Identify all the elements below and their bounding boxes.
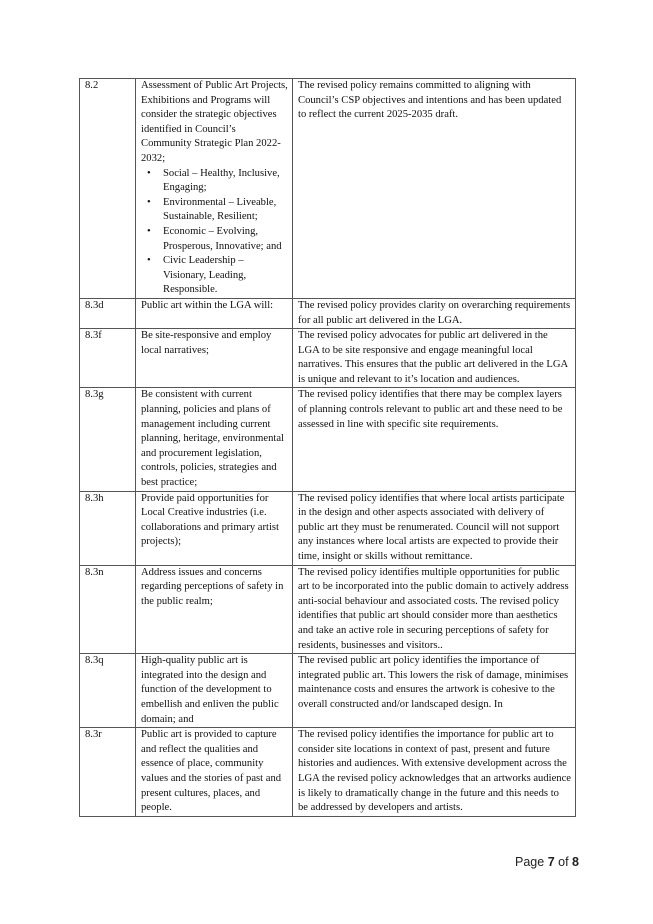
page-label: Page [515,855,545,869]
clause-number: 8.3d [80,298,136,328]
clause-number: 8.3n [80,565,136,654]
policy-response: The revised policy identifies the importance for public art to consider site locations in context of past, present and future histories and audiences. With extensive development across the LGA the revised policy acknowledges that an artworks audience is likely to dramatically change in the future and this needs to be addressed by developers and artists. [293,728,576,817]
policy-table [79,78,576,817]
clause-number: 8.2 [80,79,136,299]
total-pages: 8 [572,855,579,869]
clause-number: 8.3f [80,329,136,388]
table-row [80,565,576,654]
clause-text: Address issues and concerns regarding perceptions of safety in the public realm; [136,565,293,654]
list-item: • Civic Leadership – Visionary, Leading, Responsible. [163,254,288,298]
list-item: • Social – Healthy, Inclusive, Engaging; [163,167,288,196]
policy-response: The revised policy identifies that where local artists participate in the design and other aspects associated with delivery of public art they must be renumerated. Council will not support any instances where local artists are expected to provide their time, insight or skills without remittance. [293,491,576,565]
page-number [515,855,579,869]
current-page: 7 [547,855,555,869]
clause-text-cell [136,79,293,299]
policy-response: The revised policy identifies that there may be complex layers of planning controls relevant to public art and these need to be assessed in line with specific site requirements. [293,388,576,491]
table-row [80,388,576,491]
clause-number: 8.3h [80,491,136,565]
clause-text: Public art within the LGA will: [136,298,293,328]
policy-response: The revised policy remains committed to aligning with Council’s CSP objectives and intentions and has been updated to reflect the current 2025-2035 draft. [293,79,576,299]
table-row [80,329,576,388]
list-item: • Environmental – Liveable, Sustainable, Resilient; [163,196,288,225]
page-of-label: of [558,855,569,869]
clause-number: 8.3g [80,388,136,491]
clause-number: 8.3q [80,654,136,728]
objectives-list [141,167,288,298]
clause-text: Provide paid opportunities for Local Creative industries (i.e. collaborations and primary artist projects); [136,491,293,565]
policy-response: The revised policy identifies multiple opportunities for public art to be incorporated into the public domain to actively address anti-social behaviour and associated costs. The revised policy identifies that public art should consider more than aesthetics and take an active role in securing perceptions of safety for residents, businesses and visitors.. [293,565,576,654]
clause-text: Public art is provided to capture and reflect the qualities and essence of place, community values and the stories of past and present cultures, places, and people. [136,728,293,817]
list-item: • Economic – Evolving, Prosperous, Innovative; and [163,225,288,254]
table-row [80,491,576,565]
clause-text: Assessment of Public Art Projects, Exhibitions and Programs will consider the strategic objectives identified in Council’s Community Strategic Plan 2022-2032; [141,80,288,164]
clause-text: Be site-responsive and employ local narratives; [136,329,293,388]
clause-number: 8.3r [80,728,136,817]
table-row [80,298,576,328]
policy-response: The revised public art policy identifies the importance of integrated public art. This lowers the risk of damage, minimises maintenance costs and ensures the artwork is cohesive to the overall constructed and/or landscaped design. In [293,654,576,728]
table-row [80,728,576,817]
clause-text: High-quality public art is integrated into the design and function of the development to embellish and enliven the public domain; and [136,654,293,728]
clause-text: Be consistent with current planning, policies and plans of management including current planning, heritage, environmental and procurement legislation, controls, policies, strategies and best practice; [136,388,293,491]
policy-response: The revised policy advocates for public art delivered in the LGA to be site responsive and engage meaningful local narratives. This ensures that the public art delivered in the LGA is unique and relevant to it’s location and audiences. [293,329,576,388]
table-row [80,79,576,299]
table-row [80,654,576,728]
policy-response: The revised policy provides clarity on overarching requirements for all public art delivered in the LGA. [293,298,576,328]
